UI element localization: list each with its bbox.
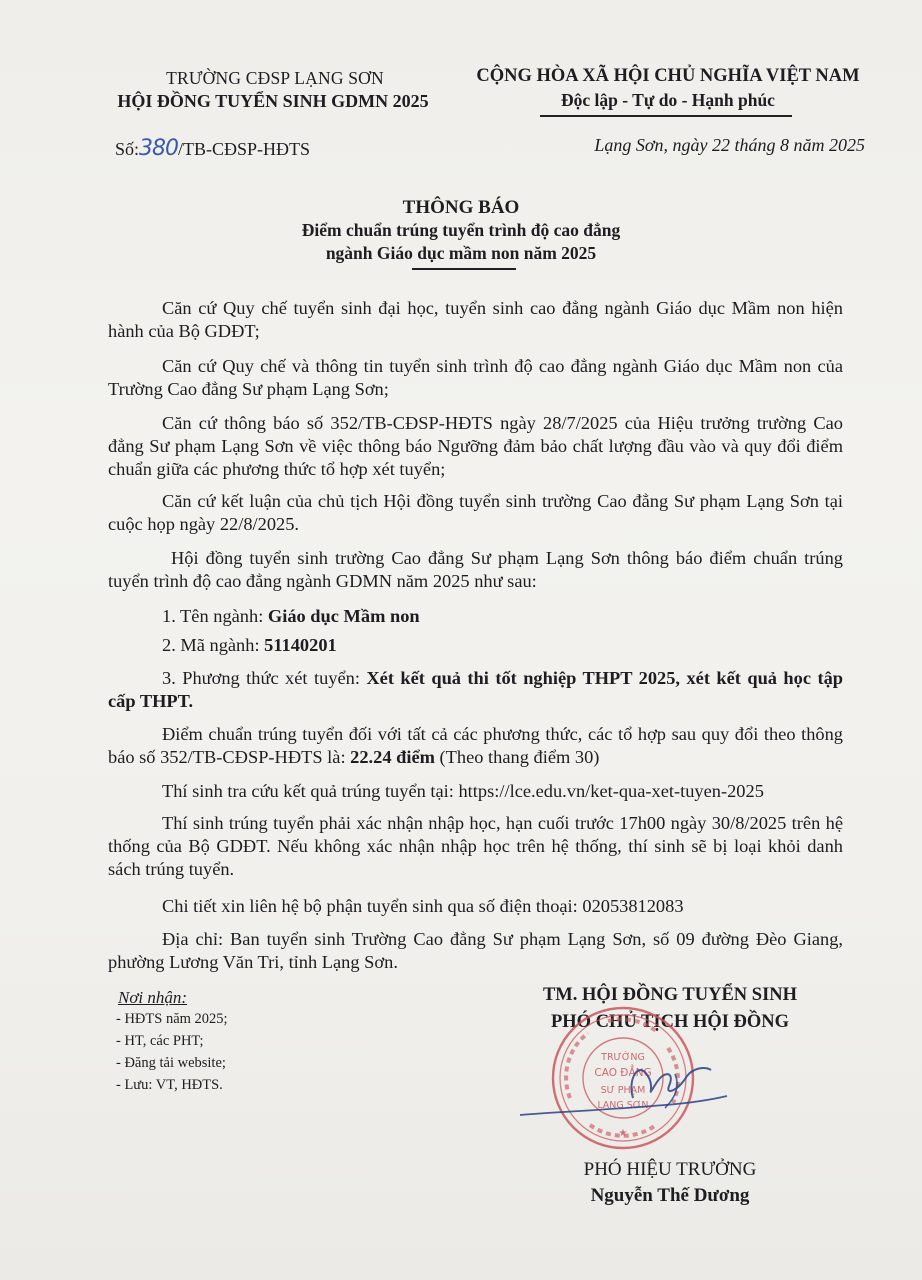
paragraph-enrollment-confirmation: Thí sinh trúng tuyển phải xác nhận nhập học, hạn cuối trước 17h00 ngày 30/8/2025 trên hệ thống của Bộ GDĐT. Nếu không xác nhận nhập học trên hệ thống, thí sinh sẽ bị loại khỏi danh sách trúng tuyển.: [108, 813, 843, 879]
stamp-line-4: LẠNG SƠN: [597, 1100, 649, 1111]
cutoff-score-value: 22.24 điểm: [350, 747, 435, 767]
document-date: Lạng Sơn, ngày 22 tháng 8 năm 2025: [594, 135, 865, 155]
handwritten-signature: [515, 1060, 735, 1140]
paragraph-announcement: Hội đồng tuyển sinh trường Cao đẳng Sư phạm Lạng Sơn thông báo điểm chuẩn trúng tuyển trình độ cao đẳng ngành GDMN năm 2025 như sau:: [108, 548, 843, 591]
document-subtitle-line1: Điểm chuẩn trúng tuyển trình độ cao đẳng: [301, 220, 621, 240]
recipient-item: - HT, các PHT;: [116, 1033, 204, 1049]
item-major-name-value: Giáo dục Mầm non: [267, 606, 420, 626]
paragraph-contact-phone: Chi tiết xin liên hệ bộ phận tuyển sinh qua số điện thoại: 02053812083: [162, 896, 684, 916]
signer-title: PHÓ HIỆU TRƯỞNG: [583, 1159, 757, 1180]
item-major-name-label: 1. Tên ngành:: [162, 606, 268, 626]
svg-text:★: ★: [618, 1128, 628, 1139]
item-admission-method-value: Xét kết quả thi tốt nghiệp THPT 2025, xét kết quả học tập cấp THPT.: [108, 668, 843, 711]
item-major-code-label: 2. Mã ngành:: [162, 635, 265, 655]
signer-capacity: TM. HỘI ĐỒNG TUYỂN SINH: [542, 985, 798, 1005]
title-underline: [412, 268, 516, 270]
document-number-prefix: Số:: [115, 139, 140, 159]
paragraph-legal-basis-2: Căn cứ Quy chế và thông tin tuyển sinh trình độ cao đẳng ngành Giáo dục Mầm non của Trường Cao đẳng Sư phạm Lạng Sơn;: [108, 356, 843, 399]
motto-underline: [540, 115, 792, 117]
recipient-item: - Lưu: VT, HĐTS.: [116, 1077, 223, 1093]
paragraph-result-lookup: Thí sinh tra cứu kết quả trúng tuyển tại: https://lce.edu.vn/ket-qua-xet-tuyen-2025: [162, 781, 764, 801]
paragraph-legal-basis-4: Căn cứ kết luận của chủ tịch Hội đồng tuyển sinh trường Cao đẳng Sư phạm Lạng Sơn tại cuộc họp ngày 22/8/2025.: [108, 491, 843, 534]
national-motto: Độc lập - Tự do - Hạnh phúc: [561, 90, 775, 110]
paragraph-legal-basis-1: Căn cứ Quy chế tuyển sinh đại học, tuyển sinh cao đẳng ngành Giáo dục Mầm non hiện hành của Bộ GDĐT;: [108, 298, 843, 341]
council-name: HỘI ĐỒNG TUYỂN SINH GDMN 2025: [117, 91, 429, 111]
document-title: THÔNG BÁO: [402, 197, 520, 218]
item-major-code: [162, 635, 337, 656]
item-major-name: [162, 606, 420, 627]
recipient-item: - HĐTS năm 2025;: [116, 1011, 228, 1027]
signer-name: Nguyễn Thế Dương: [590, 1185, 750, 1206]
school-name: TRƯỜNG CĐSP LẠNG SƠN: [166, 68, 384, 88]
cutoff-score-text: Điểm chuẩn trúng tuyển đối với tất cả các phương thức, các tổ hợp sau quy đổi theo thông báo số 352/TB-CĐSP-HĐTS là:: [108, 724, 843, 767]
document-number-suffix: /TB-CĐSP-HĐTS: [178, 139, 311, 159]
stamp-line-1: TRƯỜNG: [601, 1052, 645, 1063]
signer-position: PHÓ CHỦ TỊCH HỘI ĐỒNG: [550, 1012, 790, 1032]
recipients-label: Nơi nhận:: [118, 988, 188, 1007]
document-number-handwritten: 380: [139, 136, 179, 161]
stamp-line-3: SƯ PHẠM: [600, 1085, 646, 1096]
item-major-code-value: 51140201: [264, 635, 337, 655]
paragraph-address: Địa chỉ: Ban tuyển sinh Trường Cao đẳng Sư phạm Lạng Sơn, số 09 đường Đèo Giang, phường Lương Văn Tri, tỉnh Lạng Sơn.: [108, 929, 843, 972]
document-subtitle-line2: ngành Giáo dục mầm non năm 2025: [325, 243, 597, 263]
paragraph-cutoff-score: [108, 723, 843, 769]
stamp-line-2: CAO ĐẲNG: [594, 1067, 652, 1079]
cutoff-score-scale: (Theo thang điểm 30): [434, 747, 600, 767]
document-number: [115, 136, 310, 161]
recipients-label-colon: :: [181, 988, 188, 1007]
item-admission-method: [108, 667, 843, 713]
national-title: CỘNG HÒA XÃ HỘI CHỦ NGHĨA VIỆT NAM: [476, 66, 860, 86]
recipient-item: - Đăng tải website;: [116, 1055, 226, 1071]
paragraph-legal-basis-3: Căn cứ thông báo số 352/TB-CĐSP-HĐTS ngày 28/7/2025 của Hiệu trưởng trường Cao đẳng Sư phạm Lạng Sơn về việc thông báo Ngưỡng đảm bảo chất lượng đầu vào và quy đổi điểm chuẩn giữa các phương thức tổ hợp xét tuyển;: [108, 413, 843, 479]
item-admission-method-label: 3. Phương thức xét tuyển:: [162, 668, 367, 688]
